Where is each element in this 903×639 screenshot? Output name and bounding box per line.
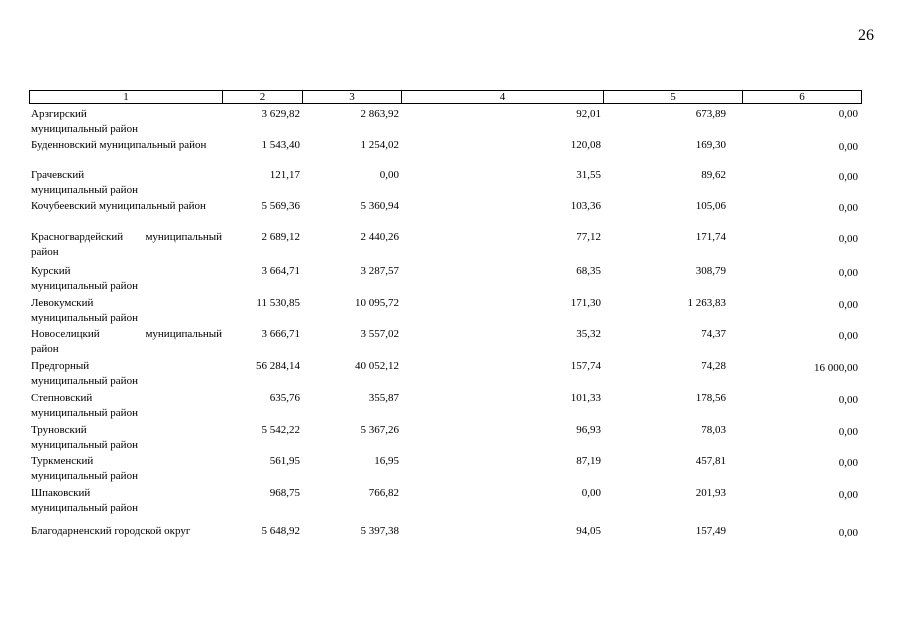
cell-col-4: 94,05 <box>576 525 601 537</box>
cell-col-3: 3 557,02 <box>360 328 399 340</box>
district-name: Буденновский муниципальный район <box>31 139 207 151</box>
cell-col-5: 308,79 <box>695 265 726 277</box>
district-name: Курский муниципальный район <box>31 265 138 292</box>
cell-col-5: 74,37 <box>701 328 726 340</box>
cell-col-2: 3 666,71 <box>261 328 300 340</box>
district-name: Туркменский муниципальный район <box>31 455 138 482</box>
cell-col-3: 766,82 <box>368 487 399 499</box>
cell-col-6: 0,00 <box>838 141 858 153</box>
cell-col-5: 169,30 <box>695 139 726 151</box>
cell-col-2: 5 542,22 <box>261 424 300 436</box>
cell-col-3: 1 254,02 <box>360 139 399 151</box>
cell-col-3: 2 863,92 <box>360 108 399 120</box>
cell-col-4: 96,93 <box>576 424 601 436</box>
cell-col-5: 78,03 <box>701 424 726 436</box>
cell-col-2: 121,17 <box>269 169 300 181</box>
cell-col-5: 89,62 <box>701 169 726 181</box>
cell-col-3: 5 360,94 <box>360 200 399 212</box>
cell-col-4: 171,30 <box>570 297 601 309</box>
district-name: Арзгирский муниципальный район <box>31 108 138 135</box>
cell-col-2: 968,75 <box>269 487 300 499</box>
cell-col-6: 0,00 <box>838 457 858 469</box>
cell-col-6: 0,00 <box>838 267 858 279</box>
cell-col-4: 157,74 <box>570 360 601 372</box>
district-name: Благодарненский городской округ <box>31 525 191 537</box>
cell-col-5: 1 263,83 <box>687 297 726 309</box>
cell-col-6: 0,00 <box>838 330 858 342</box>
district-name: Грачевский муниципальный район <box>31 169 138 196</box>
cell-col-6: 0,00 <box>838 527 858 539</box>
cell-col-4: 120,08 <box>570 139 601 151</box>
cell-col-4: 87,19 <box>576 455 601 467</box>
cell-col-6: 16 000,00 <box>814 362 858 374</box>
cell-col-4: 103,36 <box>570 200 601 212</box>
header-col-1: 1 <box>30 91 223 103</box>
cell-col-3: 16,95 <box>374 455 399 467</box>
cell-col-4: 31,55 <box>576 169 601 181</box>
cell-col-3: 5 367,26 <box>360 424 399 436</box>
cell-col-3: 5 397,38 <box>360 525 399 537</box>
cell-col-2: 5 569,36 <box>261 200 300 212</box>
cell-col-4: 0,00 <box>581 487 601 499</box>
header-col-6: 6 <box>799 91 805 103</box>
cell-col-6: 0,00 <box>838 394 858 406</box>
district-name: Шпаковский муниципальный район <box>31 487 138 514</box>
cell-col-2: 56 284,14 <box>256 360 300 372</box>
district-name: Красногвардейский муниципальный район <box>31 231 222 258</box>
cell-col-6: 0,00 <box>838 489 858 501</box>
header-col-2: 2 <box>223 91 303 103</box>
cell-col-3: 40 052,12 <box>355 360 399 372</box>
cell-col-3: 0,00 <box>379 169 399 181</box>
page-number: 26 <box>858 27 874 44</box>
cell-col-6: 0,00 <box>838 171 858 183</box>
cell-col-4: 77,12 <box>576 231 601 243</box>
cell-col-6: 0,00 <box>838 108 858 120</box>
cell-col-5: 201,93 <box>695 487 726 499</box>
cell-col-2: 1 543,40 <box>261 139 300 151</box>
cell-col-2: 11 530,85 <box>256 297 300 309</box>
cell-col-3: 355,87 <box>368 392 399 404</box>
cell-col-5: 178,56 <box>695 392 726 404</box>
cell-col-2: 3 664,71 <box>261 265 300 277</box>
district-name: Труновский муниципальный район <box>31 424 138 451</box>
cell-col-5: 105,06 <box>695 200 726 212</box>
cell-col-6: 0,00 <box>838 202 858 214</box>
district-name: Кочубеевский муниципальный район <box>31 200 206 212</box>
cell-col-4: 35,32 <box>576 328 601 340</box>
district-name: Новоселицкий муниципальный район <box>31 328 222 355</box>
cell-col-5: 171,74 <box>695 231 726 243</box>
cell-col-2: 561,95 <box>269 455 300 467</box>
cell-col-2: 635,76 <box>269 392 300 404</box>
cell-col-4: 68,35 <box>576 265 601 277</box>
cell-col-6: 0,00 <box>838 299 858 311</box>
cell-col-5: 457,81 <box>695 455 726 467</box>
cell-col-2: 3 629,82 <box>261 108 300 120</box>
budget-table <box>29 90 862 539</box>
district-name: Левокумский муниципальный район <box>31 297 138 324</box>
header-col-4: 4 <box>402 91 604 103</box>
cell-col-5: 157,49 <box>695 525 726 537</box>
cell-col-4: 101,33 <box>570 392 601 404</box>
cell-col-3: 2 440,26 <box>360 231 399 243</box>
cell-col-6: 0,00 <box>838 426 858 438</box>
cell-col-6: 0,00 <box>838 233 858 245</box>
cell-col-5: 673,89 <box>695 108 726 120</box>
cell-col-4: 92,01 <box>576 108 601 120</box>
district-name: Степновский муниципальный район <box>31 392 138 419</box>
cell-col-3: 10 095,72 <box>355 297 399 309</box>
district-name: Предгорный муниципальный район <box>31 360 138 387</box>
header-col-5: 5 <box>604 91 743 103</box>
cell-col-5: 74,28 <box>701 360 726 372</box>
table-header-row <box>29 90 862 104</box>
cell-col-2: 5 648,92 <box>261 525 300 537</box>
header-col-3: 3 <box>303 91 402 103</box>
cell-col-3: 3 287,57 <box>360 265 399 277</box>
cell-col-2: 2 689,12 <box>261 231 300 243</box>
